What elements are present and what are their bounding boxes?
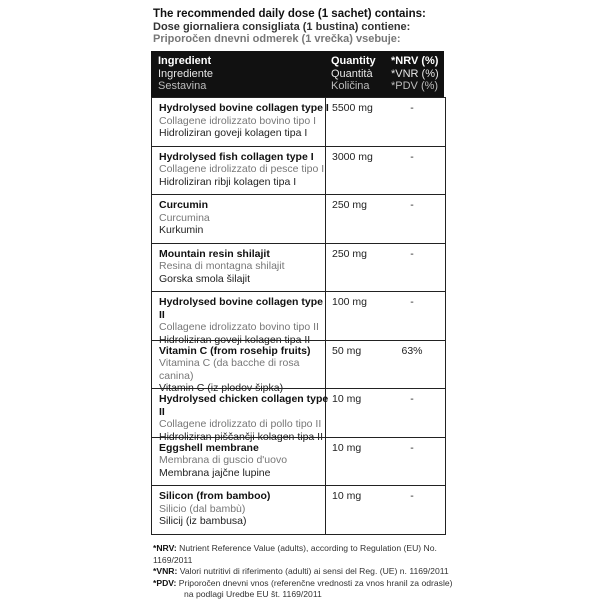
ingredient-name: Hydrolysed bovine collagen type II Collagene idrolizzato bovino tipo II Hidroliziran goveji kolagen tipa II (159, 296, 323, 346)
ingredient-nrv: - (410, 441, 414, 454)
table-row (152, 291, 445, 346)
footnotes (153, 543, 453, 601)
ingredient-nrv: - (410, 150, 414, 163)
footnote-vnr: *VNR: Valori nutritivi di riferimento (adulti) ai sensi del Reg. (UE) n. 1169/2011 (153, 566, 449, 576)
ingredient-quantity: 10 mg (332, 393, 362, 405)
ingredient-name: Vitamin C (from rosehip fruits) Vitamina C (da bacche di rosa canina) Vitamin C (iz plodov šipka) (159, 344, 311, 394)
table-row (152, 194, 445, 243)
ingredient-name: Curcumin Curcumina Kurkumin (159, 199, 210, 236)
ingredient-name: Hydrolysed fish collagen type I Collagene idrolizzato di pesce tipo I Hidroliziran ribji kolagen tipa I (159, 150, 325, 188)
ingredient-nrv: - (410, 490, 414, 502)
table-row (152, 485, 445, 534)
table-row (152, 146, 445, 195)
ingredient-name: Silicon (from bamboo) Silicio (dal bambù) Silicij (iz bambusa) (159, 490, 271, 527)
table-header (151, 51, 444, 97)
table-row (152, 388, 445, 443)
footnote-pdv-cont: na podlagi Uredbe EU št. 1169/2011 (184, 589, 322, 599)
table-row (152, 97, 445, 146)
ingredient-nrv: - (410, 199, 414, 211)
table-row (152, 340, 445, 394)
ingredient-name: Hydrolysed bovine collagen type I Collagene idrolizzato bovino tipo I Hidroliziran goveji kolagen tipa I (159, 102, 329, 139)
footnote-nrv: *NRV: Nutrient Reference Value (adults), according to Regulation (EU) No. 1169/2011 (153, 543, 437, 565)
ingredients-table (151, 97, 446, 535)
ingredient-nrv: 63% (401, 344, 423, 357)
ingredient-quantity: 250 mg (332, 247, 368, 260)
header-ingredient: Ingredient Ingrediente Sestavina (158, 55, 214, 92)
ingredient-quantity: 50 mg (332, 344, 362, 357)
ingredient-nrv: - (410, 393, 414, 405)
header-quantity: Quantity Quantità Količina (331, 55, 376, 92)
ingredient-name: Mountain resin shilajit Resina di montagna shilajit Gorska smola šilajit (159, 247, 285, 285)
ingredient-quantity: 10 mg (332, 441, 362, 454)
footnote-pdv: *PDV: Priporočen dnevni vnos (referenčne vrednosti za vnos hranil za odrasle) (153, 577, 453, 588)
ingredient-name: Hydrolysed chicken collagen type II Collagene idrolizzato di pollo tipo II Hidroliziran piščančji kolagen tipa II (159, 393, 329, 443)
intro-slovenian: Priporočen dnevni odmerek (1 vrečka) vsebuje: (153, 33, 401, 45)
intro-text (153, 8, 426, 46)
ingredient-nrv: - (410, 102, 414, 114)
ingredient-quantity: 250 mg (332, 199, 368, 211)
ingredient-nrv: - (410, 296, 414, 308)
ingredient-quantity: 100 mg (332, 296, 368, 308)
ingredient-quantity: 3000 mg (332, 150, 373, 163)
header-nrv: *NRV (%) *VNR (%) *PDV (%) (391, 55, 439, 92)
table-row (152, 243, 445, 292)
intro-italian: Dose giornaliera consigliata (1 bustina) contiene: (153, 20, 411, 33)
intro-english: The recommended daily dose (1 sachet) contains: (153, 8, 426, 20)
table-row (152, 437, 445, 486)
ingredient-quantity: 10 mg (332, 490, 362, 502)
ingredient-quantity: 5500 mg (332, 102, 373, 114)
ingredient-name: Eggshell membrane Membrana di guscio d'uovo Membrana jajčne lupine (159, 441, 288, 479)
ingredient-nrv: - (410, 247, 414, 260)
